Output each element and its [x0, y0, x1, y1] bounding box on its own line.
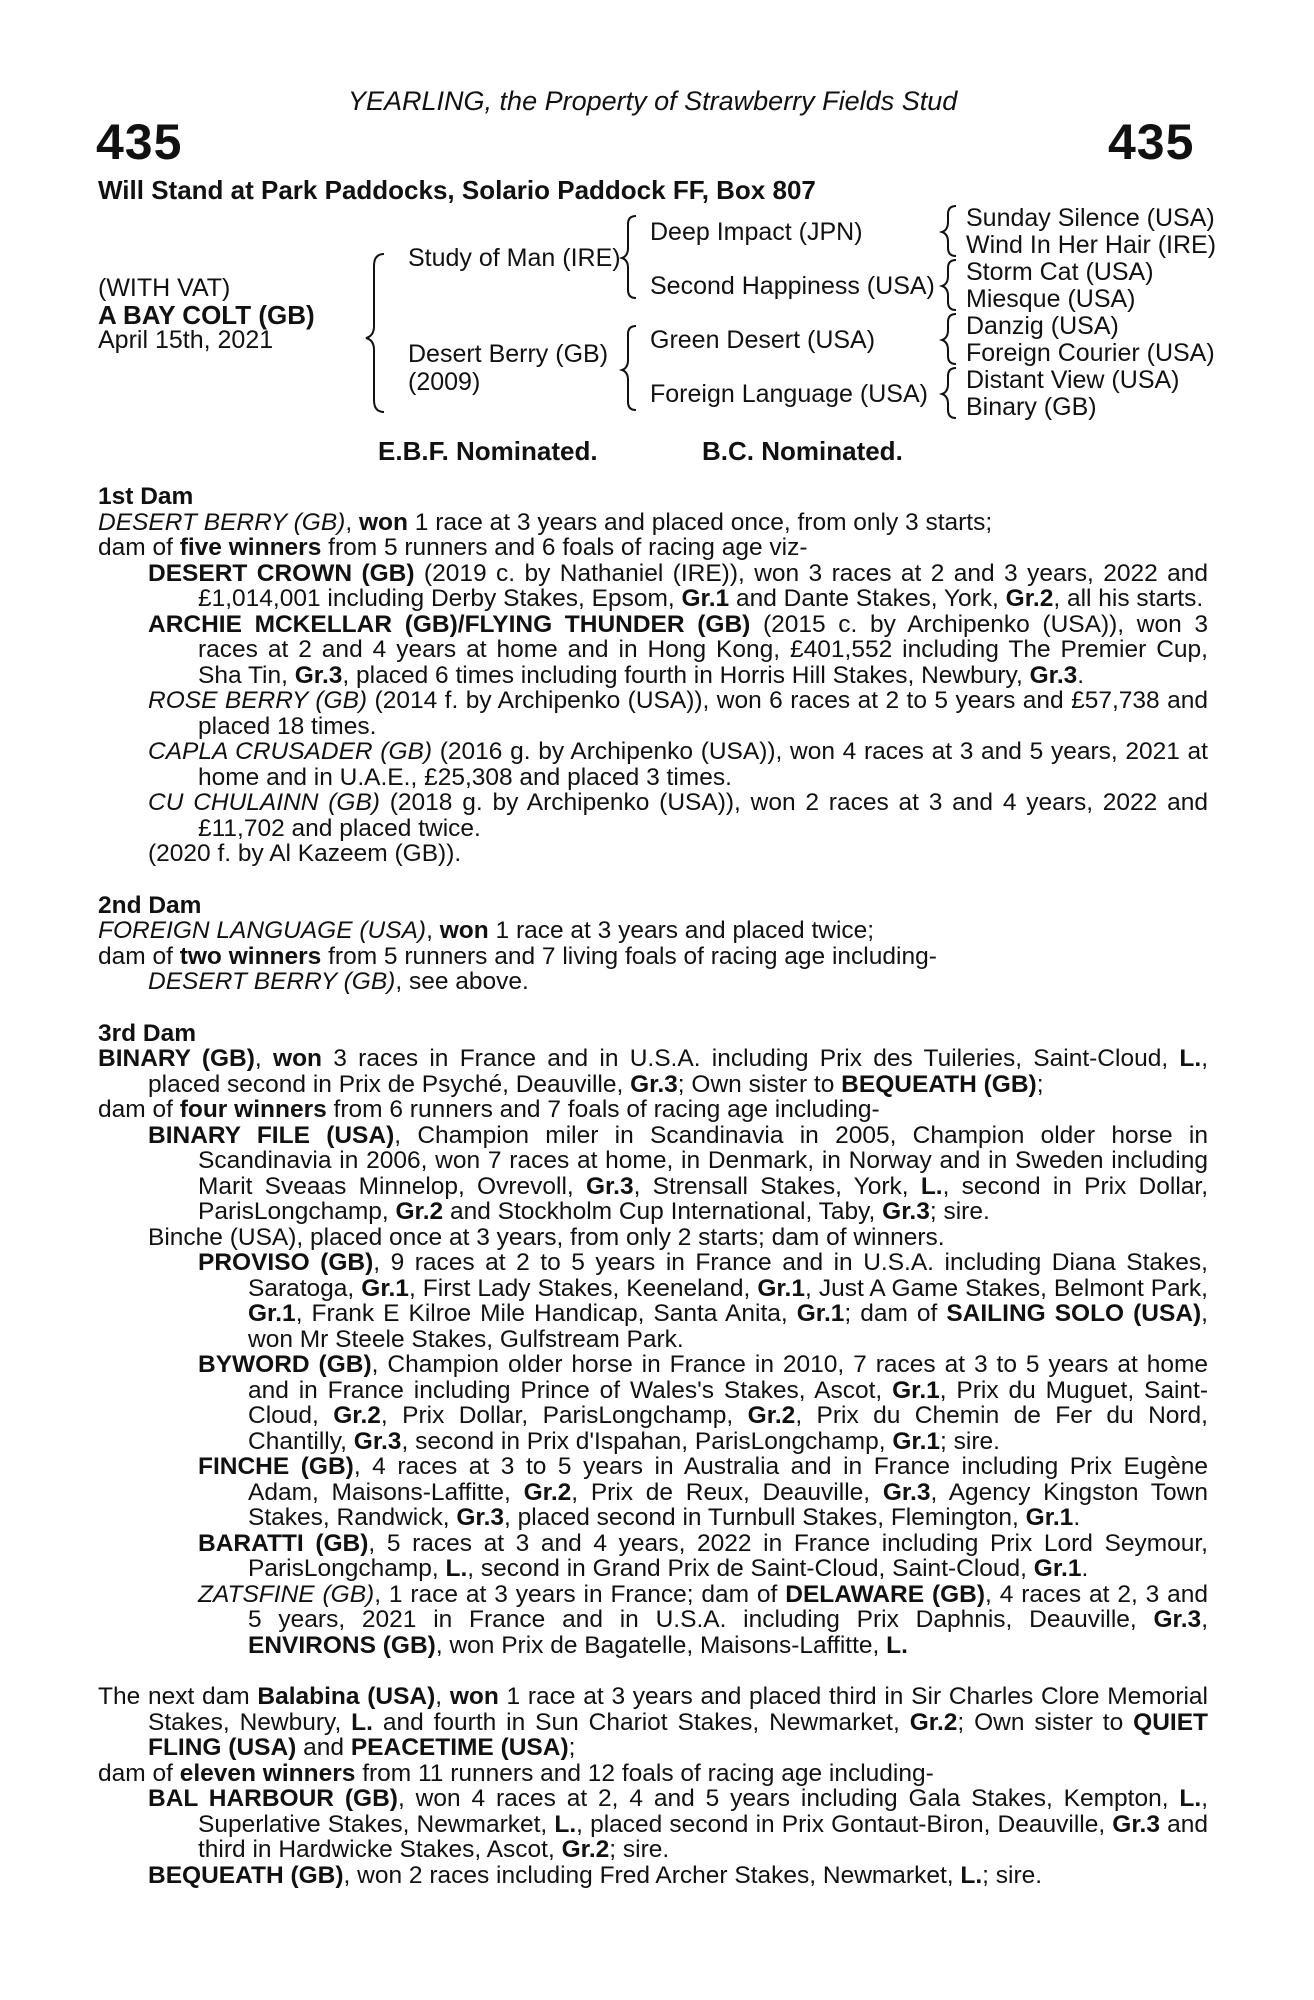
dam2-summary: FOREIGN LANGUAGE (USA), won 1 race at 3 years and placed twice; [98, 917, 875, 944]
section-2nd-dam: 2nd Dam [98, 891, 202, 919]
pedigree-g3: Storm Cat (USA) [966, 258, 1154, 286]
pedigree-g5: Danzig (USA) [966, 312, 1119, 340]
dam1-produce: dam of five winners from 5 runners and 6 foals of racing age viz- [98, 534, 808, 561]
produce-archie-mckellar: ARCHIE MCKELLAR (GB)/FLYING THUNDER (GB) (2015 c. by Archipenko (USA)), won 3 races at 2 and 4 years at home and in Hong Kong, £401,552 including The Premier Cup, Sha Tin, Gr.3, placed 6 times including fourth in Horris Hill Stakes, Newbury, Gr.3. [148, 610, 1208, 689]
horse-dob: April 15th, 2021 [98, 326, 274, 354]
dam2-desert-berry: DESERT BERRY (GB), see above. [148, 968, 529, 995]
produce-binary-file: BINARY FILE (USA), Champion miler in Scandinavia in 2005, Champion older horse in Scandinavia in 2006, won 7 races at home, in Denmark, in Norway and in Sweden including Marit Sveaas Minnelop, Ovrevoll, Gr.3, Strensall Stakes, York, L., second in Prix Dollar, ParisLongchamp, Gr.2 and Stockholm Cup International, Taby, Gr.3; sire. [148, 1121, 1208, 1225]
produce-proviso: PROVISO (GB), 9 races at 2 to 5 years in France and in U.S.A. including Diana Stakes, Saratoga, Gr.1, First Lady Stakes, Keeneland, Gr.1, Just A Game Stakes, Belmont Park, Gr.1, Frank E Kilroe Mile Handicap, Santa Anita, Gr.1; dam of SAILING SOLO (USA), won Mr Steele Stakes, Gulfstream Park. [198, 1249, 1208, 1353]
produce-desert-crown: DESERT CROWN (GB) (2019 c. by Nathaniel (IRE)), won 3 races at 2 and 3 years, 2022 and £1,014,001 including Derby Stakes, Epsom, Gr.1 and Dante Stakes, York, Gr.2, all his starts. [148, 559, 1208, 612]
pedigree-g4: Miesque (USA) [966, 285, 1136, 313]
pedigree-sire-dam: Second Happiness (USA) [650, 272, 935, 300]
sale-header: YEARLING, the Property of Strawberry Fields Stud [348, 86, 958, 116]
produce-binche: Binche (USA), placed once at 3 years, from only 2 starts; dam of winners. [148, 1223, 945, 1251]
vat-note: (WITH VAT) [98, 274, 231, 302]
dam3-summary: BINARY (GB), won 3 races in France and in U.S.A. including Prix des Tuileries, Saint-Cloud, L., placed second in Prix de Psyché, Deauville, Gr.3; Own sister to BEQUEATH (GB); [98, 1045, 1208, 1098]
produce-cu-chulainn: CU CHULAINN (GB) (2018 g. by Archipenko (USA)), won 2 races at 3 and 4 years, 2022 and £11,702 and placed twice. [148, 789, 1208, 842]
dam3-produce: dam of four winners from 6 runners and 7 foals of racing age including- [98, 1096, 880, 1123]
lot-number-right: 435 [1108, 114, 1195, 170]
dam2-produce: dam of two winners from 5 runners and 7 living foals of racing age including- [98, 942, 937, 970]
produce-2020-filly: (2020 f. by Al Kazeem (GB)). [148, 840, 462, 867]
produce-byword: BYWORD (GB), Champion older horse in France in 2010, 7 races at 3 to 5 years at home and in France including Prince of Wales's Stakes, Ascot, Gr.1, Prix du Muguet, Saint-Cloud, Gr.2, Prix Dollar, ParisLongchamp, Gr.2, Prix du Chemin de Fer du Nord, Chantilly, Gr.3, second in Prix d'Ispahan, ParisLongchamp, Gr.1; sire. [198, 1351, 1208, 1455]
next-dam-summary: The next dam Balabina (USA), won 1 race at 3 years and placed third in Sir Charles Clore Memorial Stakes, Newbury, L. and fourth in Sun Chariot Stakes, Newmarket, Gr.2; Own sister to QUIET FLING (USA) and PEACETIME (USA); [98, 1683, 1209, 1761]
produce-zatsfine: ZATSFINE (GB), 1 race at 3 years in France; dam of DELAWARE (GB), 4 races at 2, 3 and 5 years, 2021 in France and in U.S.A. including Prix Daphnis, Deauville, Gr.3, ENVIRONS (GB), won Prix de Bagatelle, Maisons-Laffitte, L. [198, 1580, 1209, 1659]
pedigree-dam-dam: Foreign Language (USA) [650, 380, 928, 408]
produce-capla-crusader: CAPLA CRUSADER (GB) (2016 g. by Archipenko (USA)), won 4 races at 3 and 5 years, 2021 at home and in U.A.E., £25,308 and placed 3 times. [148, 738, 1208, 791]
pedigree-g7: Distant View (USA) [966, 366, 1180, 394]
section-3rd-dam: 3rd Dam [98, 1019, 197, 1047]
produce-finche: FINCHE (GB), 4 races at 3 to 5 years in Australia and in France including Prix Eugène Adam, Maisons-Laffitte, Gr.2, Prix de Reux, Deauville, Gr.3, Agency Kingston Town Stakes, Randwick, Gr.3, placed second in Turnbull Stakes, Flemington, Gr.1. [198, 1453, 1208, 1531]
pedigree-dam: Desert Berry (GB) [408, 340, 609, 368]
pedigree-sire-sire: Deep Impact (JPN) [650, 218, 863, 246]
produce-rose-berry: ROSE BERRY (GB) (2014 f. by Archipenko (USA)), won 6 races at 2 to 5 years and £57,738 and placed 18 times. [148, 687, 1208, 740]
pedigree-g8: Binary (GB) [966, 393, 1097, 421]
pedigree-g6: Foreign Courier (USA) [966, 339, 1215, 367]
ebf-nomination: E.B.F. Nominated. [378, 436, 598, 466]
pedigree-sire: Study of Man (IRE) [408, 244, 621, 272]
section-1st-dam: 1st Dam [98, 483, 194, 510]
produce-baratti: BARATTI (GB), 5 races at 3 and 4 years, 2022 in France including Prix Lord Seymour, ParisLongchamp, L., second in Grand Prix de Saint-Cloud, Saint-Cloud, Gr.1. [198, 1529, 1208, 1582]
catalogue-body [98, 484, 1208, 1888]
bc-nomination: B.C. Nominated. [702, 436, 903, 466]
produce-bal-harbour: BAL HARBOUR (GB), won 4 races at 2, 4 and 5 years including Gala Stakes, Kempton, L., Superlative Stakes, Newmarket, L., placed second in Prix Gontaut-Biron, Deauville, Gr.3 and third in Hardwicke Stakes, Ascot, Gr.2; sire. [148, 1785, 1208, 1863]
stand-location: Will Stand at Park Paddocks, Solario Paddock FF, Box 807 [98, 175, 816, 205]
pedigree-dam-year: (2009) [408, 368, 481, 396]
horse-name: A BAY COLT (GB) [98, 300, 315, 330]
next-dam-produce: dam of eleven winners from 11 runners and 12 foals of racing age including- [98, 1759, 934, 1787]
produce-bequeath: BEQUEATH (GB), won 2 races including Fred Archer Stakes, Newmarket, L.; sire. [148, 1861, 1043, 1889]
pedigree-dam-sire: Green Desert (USA) [650, 326, 876, 354]
lot-number-left: 435 [96, 114, 183, 170]
pedigree-g1: Sunday Silence (USA) [966, 204, 1215, 232]
pedigree-g2: Wind In Her Hair (IRE) [966, 231, 1217, 259]
dam1-summary: DESERT BERRY (GB), won 1 race at 3 years and placed once, from only 3 starts; [98, 508, 993, 536]
